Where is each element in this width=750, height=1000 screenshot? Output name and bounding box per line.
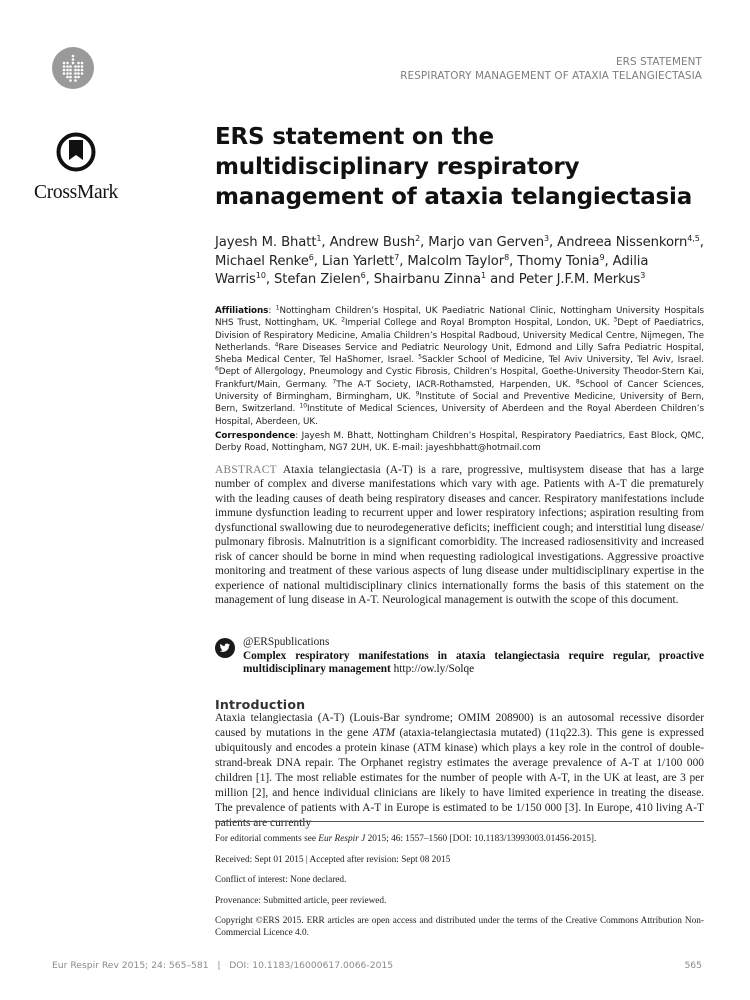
affiliations-label: Affiliations [215, 306, 269, 316]
affiliation-number: 2 [341, 316, 345, 324]
affiliation-text: Sackler School of Medicine, Tel Aviv University, Tel Aviv, Israel. [421, 355, 704, 366]
affiliation-number: 3 [613, 316, 618, 324]
running-title: RESPIRATORY MANAGEMENT OF ATAXIA TELANGIECTASIA [400, 70, 702, 82]
affiliation-text: Rare Diseases Service and Pediatric Neurology Unit, Edmond and Lilly Safra Pediatric Hospital, Sheba Medical Center, Tel HaShomer, Israel. [215, 342, 704, 366]
intro-text-part: (ataxia-telangiectasia mutated) (11q22.3). This gene is expressed ubiquitously and encodes a protein kinase (ATM kinase) which plays a key role in the control of double-strand-break DNA repair. The Orphanet registry estimates the average prevalence of A-T at 1/100 000 children [1]. The most reliable estimates for the number of people with A-T, in the UK at least, are 3 per million [2], and hence individual clinicians are likely to have limited experience in treating the disease. The prevalence of patients with A-T in Europe is estimated to be 1/150 000 [3]. In Europe, 410 living A-T patients are currently [215, 727, 704, 829]
author-name: Marjo van Gerven [428, 235, 544, 250]
footer-citation-line [52, 960, 393, 971]
affiliation-marker: 4,5 [687, 234, 700, 243]
author-name: Michael Renke [215, 253, 309, 269]
author-name: Andreea Nissenkorn [557, 235, 688, 250]
editorial-note [215, 833, 704, 845]
affiliation-marker: 6 [308, 252, 314, 262]
correspondence: Correspondence: Jayesh M. Bhatt, Nottingham Children’s Hospital, Respiratory Paediatrics, East Block, QMC, Derby Road, Nottingham, NG7 2UH, UK. E-mail: jayeshbhatt@hotmail.com [215, 431, 704, 454]
author-name: Shairbanu Zinna [373, 272, 482, 287]
author-name: Malcolm Taylor [407, 253, 505, 269]
abstract-text: Ataxia telangiectasia (A-T) is a rare, progressive, multisystem disease that has a large number of complex and diverse manifestations which vary with age. Patients with A-T die prematurely with the leading causes of death being respiratory diseases and cancer. Respiratory manifestations include immune dysfunction leading to recurrent upper and lower respiratory infections; aspiration resulting from dysfunctional swallowing due to neurodegenerative deficits; inefficient cough; and interstitial lung disease/ pulmonary fibrosis. Malnutrition is a significant comorbidity. The increased radiosensitivity and increased risk of cancer should be borne in mind when requesting radiological investigations. Aggressive proactive monitoring and treatment of these various aspects of lung disease under multidisciplinary expertise in the experience of national multidisciplinary clinics internationally forms the basis of this statement on the management of lung disease in A-T. Neurological management is outwith the scope of this document. [215, 464, 704, 607]
abstract-label: ABSTRACT [215, 464, 277, 476]
affiliation-text: Institute of Social and Preventive Medicine, University of Bern, Bern, Switzerland. [215, 392, 704, 415]
page-number: 565 [684, 960, 702, 971]
tweet-text: Complex respiratory manifestations in ataxia telangiectasia require regular, proactive multidisciplinary management [243, 649, 704, 675]
affiliation-number: 8 [575, 378, 580, 386]
editorial-suffix[interactable]: 2015; 46: 1557–1560 [DOI: 10.1183/13993003.01456-2015]. [365, 834, 597, 844]
affiliation-text: Imperial College and Royal Brompton Hospital, London, UK. [344, 318, 614, 329]
affiliation-marker: 1 [316, 234, 322, 243]
introduction-heading: Introduction [215, 697, 306, 712]
footer-citation: Eur Respir Rev 2015; 24: 565–581 [52, 960, 209, 971]
intro-text-part: Ataxia telangiectasia (A-T) (Louis-Bar syndrome; OMIM 208900) is an autosomal recessive disorder caused by mutations in the gene [215, 712, 704, 739]
author-name: Lian Yarlett [321, 253, 395, 269]
author-list: Jayesh M. Bhatt$^1$, Andrew Bush$^2$, Marjo van Gerven$^3$, Andreea Nissenkorn$^{4,5}$, Michael Renke$^6$, Lian Yarlett$^7$, Malcolm Taylor$^8$, Thomy Tonia$^9$, Adilia Warris$^{10}$, Stefan Zielen$^6$, Shairbanu Zinna$^1$ and Peter J.F.M. Merkus$^3$ [215, 234, 704, 287]
author-name: Andrew Bush [329, 235, 416, 250]
affiliation-marker: 9 [599, 252, 605, 262]
section-label: ERS STATEMENT [616, 56, 702, 68]
correspondence-label: Correspondence [215, 431, 296, 441]
introduction-text [215, 711, 704, 831]
affiliation-number: 7 [332, 378, 337, 386]
running-head [400, 55, 702, 83]
crossmark-bookmark-icon [56, 128, 96, 176]
affiliation-number: 6 [215, 365, 219, 373]
crossmark-label: CrossMark [34, 182, 118, 203]
affiliation-text: School of Cancer Sciences, University of Birmingham, Birmingham, UK. [215, 379, 704, 403]
abstract [215, 463, 704, 608]
affiliation-number: 9 [415, 390, 420, 398]
affiliation-marker: 6 [360, 271, 366, 280]
received-dates: Received: Sept 01 2015 | Accepted after revision: Sept 08 2015 [215, 854, 451, 865]
affiliation-marker: 3 [640, 271, 646, 280]
author-name: Adilia Warris [215, 253, 649, 287]
crossmark-badge[interactable] [28, 128, 124, 203]
article-notes [215, 833, 704, 948]
author-name: Stefan Zielen [274, 272, 361, 287]
author-name: Peter J.F.M. Merkus [518, 272, 641, 287]
affiliation-number: 1 [275, 304, 280, 312]
affiliation-number: 5 [418, 353, 422, 361]
provenance: Provenance: Submitted article, peer reviewed. [215, 895, 387, 906]
copyright: Copyright ©ERS 2015. ERR articles are open access and distributed under the terms of the Creative Commons Attribution Non-Commercial Licence 4.0. [215, 916, 704, 939]
correspondence-text: Jayesh M. Bhatt, Nottingham Children’s Hospital, Respiratory Paediatrics, East Block, QMC, Derby Road, Nottingham, NG7 2UH, UK. E-mail: jayeshbhatt@hotmail.com [215, 431, 704, 454]
tweet-handle[interactable]: @ERSpublications [243, 636, 330, 648]
affiliation-number: 4 [274, 341, 279, 349]
article-title: ERS statement on the multidisciplinary respiratory management of ataxia telangiectasia [215, 124, 693, 210]
editorial-journal: Eur Respir J [318, 834, 366, 844]
conflict-of-interest: Conflict of interest: None declared. [215, 875, 347, 886]
author-name: Thomy Tonia [517, 253, 600, 269]
affiliation-marker: 7 [394, 252, 400, 262]
affiliation-number: 10 [299, 402, 307, 410]
affiliation-text: Dept of Allergology, Pneumology and Cystic Fibrosis, Children’s Hospital, Goethe-University Theodor-Stern Kai, Frankfurt/Main, Germany. [215, 367, 704, 390]
affiliation-marker: 10 [255, 271, 266, 280]
gene-name: ATM [372, 727, 396, 739]
affiliation-marker: 3 [543, 234, 549, 243]
ers-lungs-logo-icon [52, 47, 94, 89]
author-name: Jayesh M. Bhatt [215, 235, 317, 250]
affiliation-marker: 1 [481, 271, 487, 280]
affiliation-text: Nottingham Children’s Hospital, UK Paediatric National Clinic, Nottingham University Hospitals NHS Trust, Nottingham, UK. [215, 306, 704, 329]
footer-separator: | [217, 960, 221, 971]
tweet-link[interactable]: http://ow.ly/Solqe [393, 663, 475, 675]
affiliation-marker: 8 [504, 252, 510, 262]
section-divider [215, 821, 704, 822]
affiliation-text: Dept of Paediatrics, Division of Respiratory Medicine, Amalia Children’s Hospital Radboud, University Medical Centre, Nijmegen, The Netherlands. [215, 318, 705, 353]
affiliation-marker: 2 [415, 234, 421, 243]
editorial-prefix: For editorial comments see [215, 834, 319, 844]
footer-doi[interactable]: DOI: 10.1183/16000617.0066-2015 [229, 960, 394, 971]
twitter-bird-icon [215, 638, 235, 658]
affiliations: Affiliations: $^1$Nottingham Children’s Hospital, UK Paediatric National Clinic, Nottingham University Hospitals NHS Trust, Nottingham, UK. $^2$Imperial College and Royal Brompton Hospital, London, UK. $^3$Dept of Paediatrics, Division of Respiratory Medicine, Amalia Children’s Hospital Radboud, University Medical Centre, Nijmegen, The Netherlands. $^4$Rare Diseases Service and Pediatric Neurology Unit, Edmond and Lilly Safra Pediatric Hospital, Sheba Medical Center, Tel HaShomer, Israel. $^5$Sackler School of Medicine, Tel Aviv University, Tel Aviv, Israel. $^6$Dept of Allergology, Pneumology and Cystic Fibrosis, Children’s Hospital, Goethe-University Theodor-Stern Kai, Frankfurt/Main, Germany. $^7$The A-T Society, IACR-Rothamsted, Harpenden, UK. $^8$School of Cancer Sciences, University of Birmingham, Birmingham, UK. $^9$Institute of Social and Preventive Medicine, University of Bern, Bern, Switzerland. $^{10}$Institute of Medical Sciences, University of Aberdeen and the Royal Aberdeen Children’s Hospital, Aberdeen, UK. [215, 304, 705, 427]
affiliation-text: Institute of Medical Sciences, University of Aberdeen and the Royal Aberdeen Children’s Hospital, Aberdeen, UK. [215, 404, 705, 427]
affiliation-text: The A-T Society, IACR-Rothamsted, Harpenden, UK. [336, 379, 576, 390]
